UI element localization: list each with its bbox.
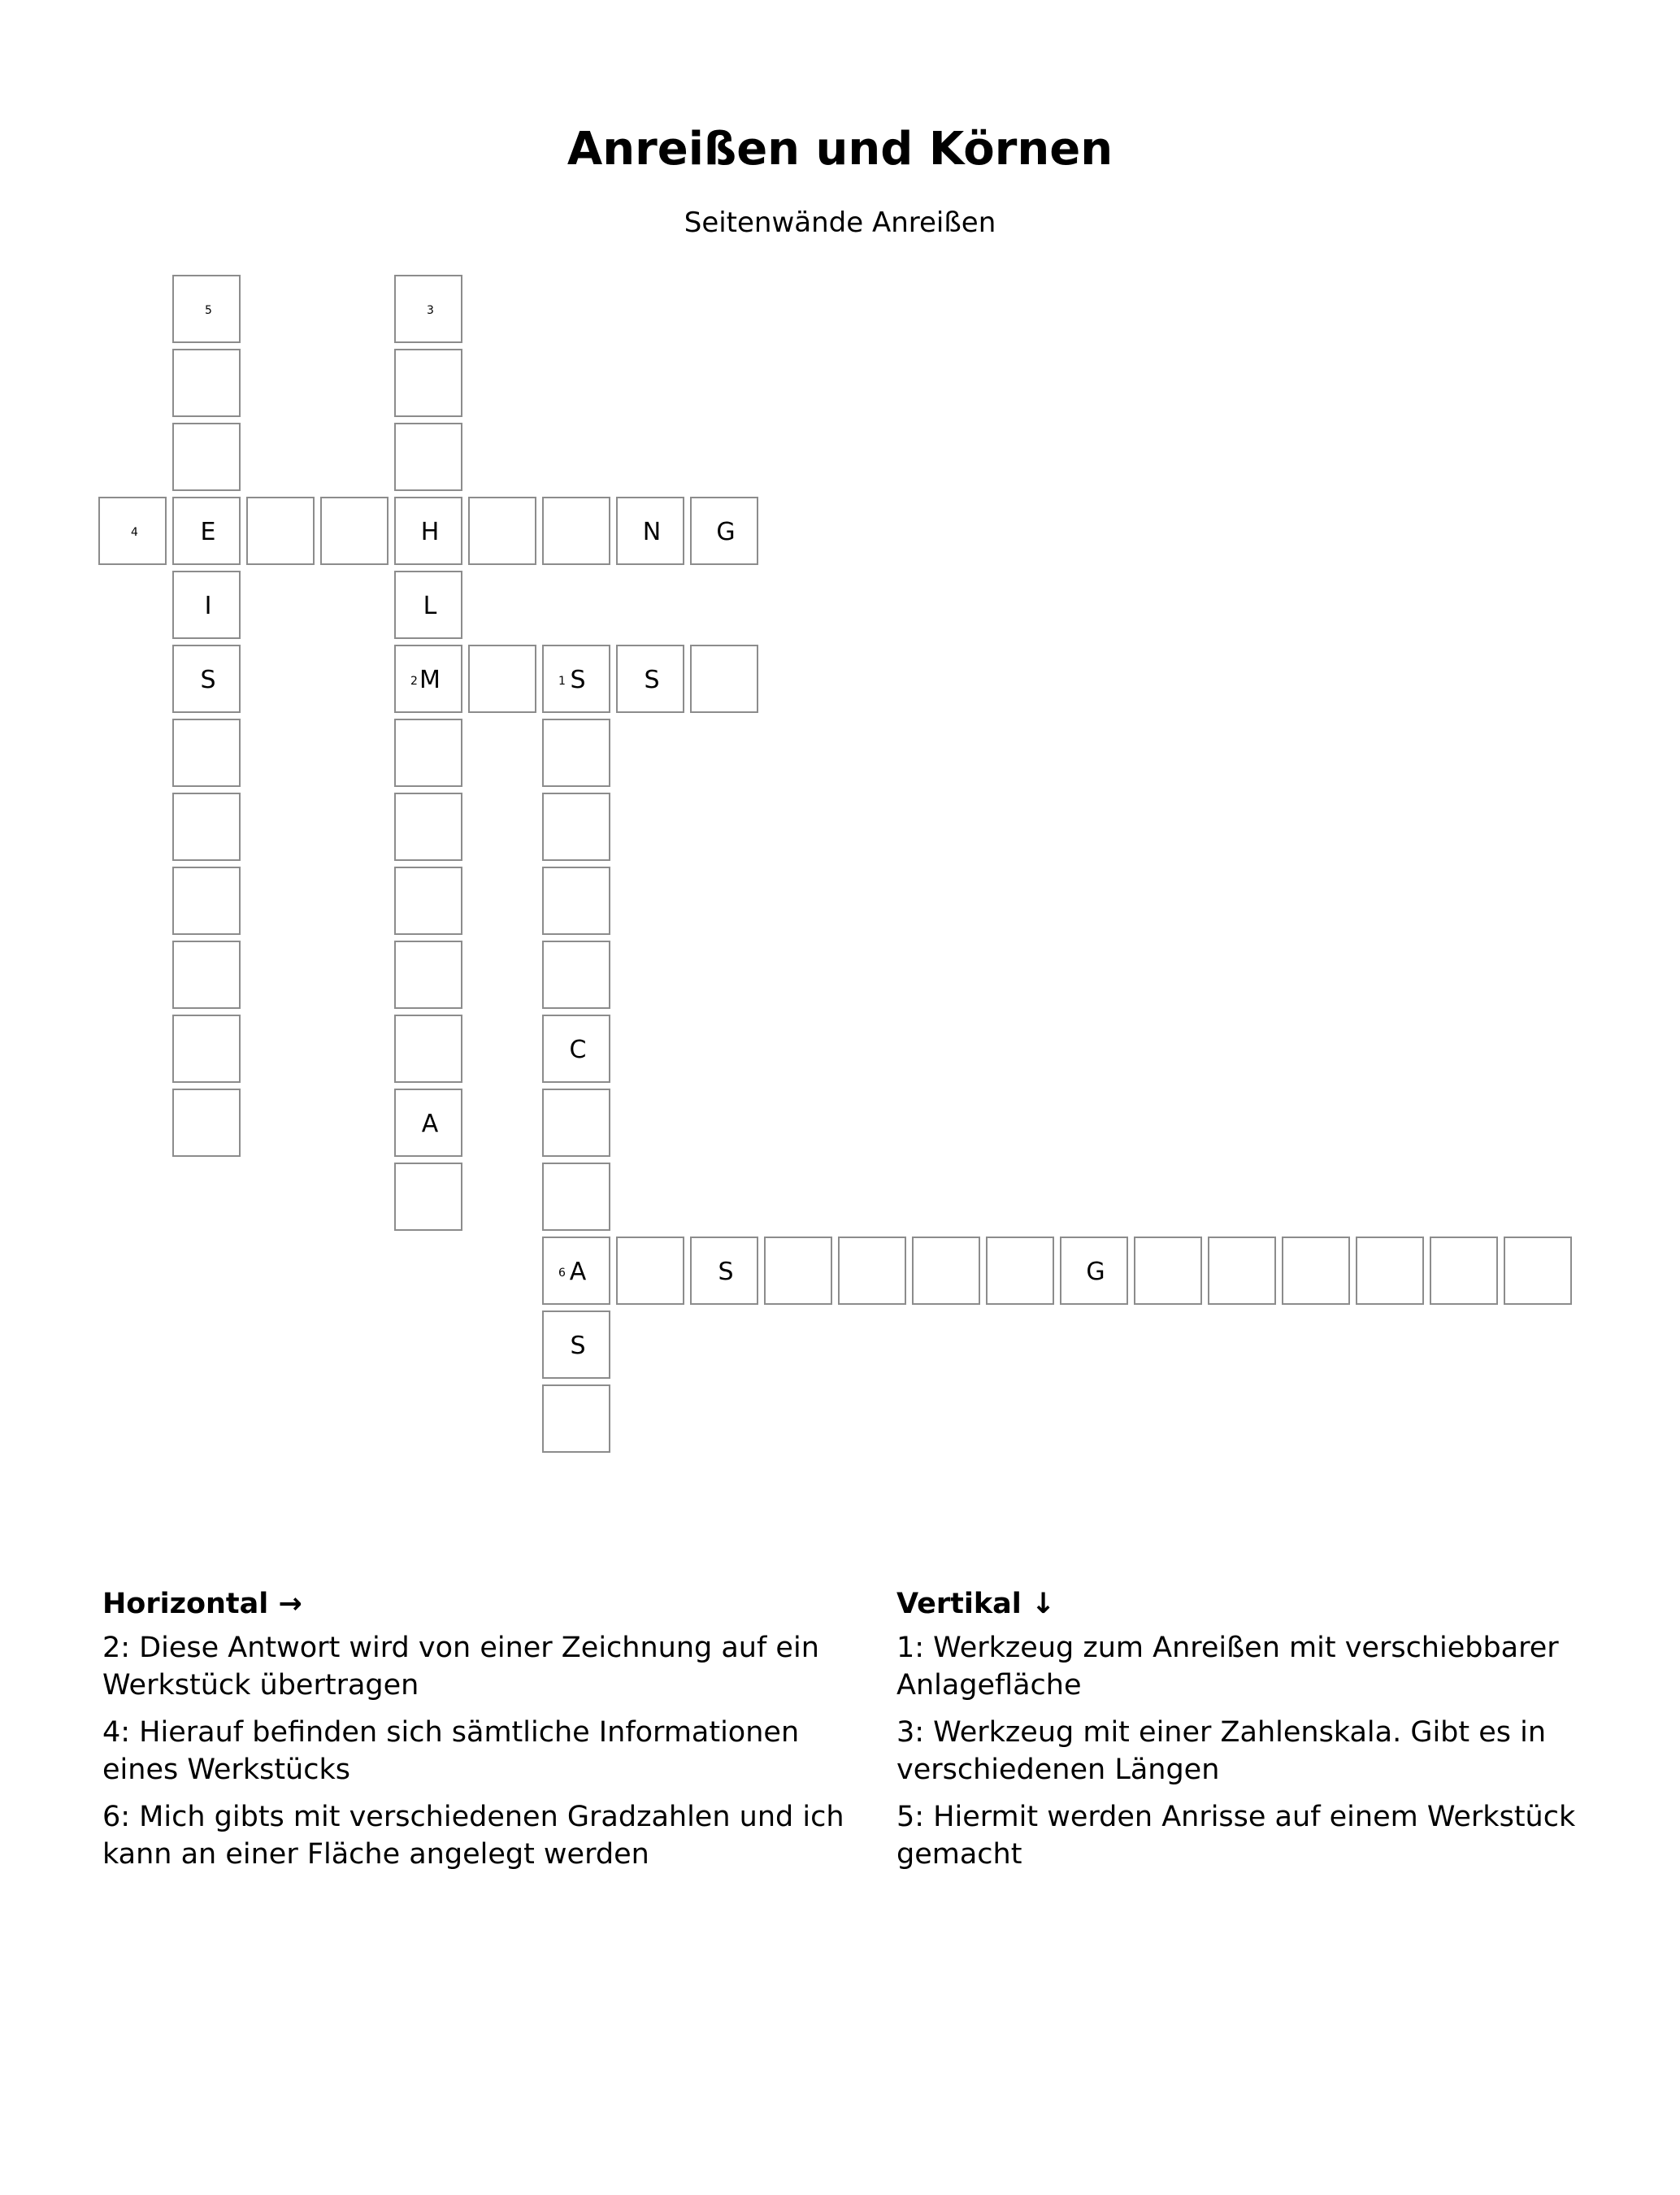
clue-across-2: 2: Diese Antwort wird von einer Zeichnung auf ein Werkstück übertragen	[102, 1632, 819, 1702]
crossword-cell[interactable]	[172, 1089, 241, 1157]
cell-letter: H	[420, 518, 440, 546]
crossword-cell[interactable]	[468, 645, 536, 713]
cell-letter: G	[716, 518, 736, 546]
crossword-cell[interactable]	[1504, 1237, 1572, 1305]
crossword-cell[interactable]	[542, 1015, 610, 1083]
cell-number: 2	[410, 675, 418, 688]
cell-letter: S	[644, 666, 660, 694]
cell-number: 4	[131, 526, 138, 539]
crossword-cell[interactable]	[394, 349, 462, 417]
crossword-cell[interactable]	[394, 645, 462, 713]
crossword-cell[interactable]	[172, 867, 241, 935]
crossword-cell[interactable]	[542, 1089, 610, 1157]
crossword-cell[interactable]	[394, 867, 462, 935]
crossword-cell[interactable]	[986, 1237, 1054, 1305]
crossword-cell[interactable]	[172, 645, 241, 713]
crossword-cell[interactable]	[394, 719, 462, 787]
crossword-cell[interactable]	[394, 793, 462, 861]
cell-number: 3	[427, 304, 434, 317]
crossword-cell[interactable]	[246, 497, 315, 565]
crossword-cell[interactable]	[616, 497, 684, 565]
cell-letter: G	[1086, 1258, 1105, 1286]
cell-letter: S	[570, 666, 586, 694]
crossword-cell[interactable]	[394, 1089, 462, 1157]
page-subtitle: Seitenwände Anreißen	[684, 206, 996, 239]
clues-vertical	[896, 1585, 1677, 1883]
cell-letter: A	[569, 1258, 587, 1286]
crossword-cell[interactable]	[912, 1237, 980, 1305]
clue-down-3: 3: Werkzeug mit einer Zahlenskala. Gibt es in verschiedenen Längen	[896, 1716, 1547, 1786]
crossword-cell[interactable]	[542, 645, 610, 713]
crossword-cell[interactable]	[690, 497, 758, 565]
crossword-cell[interactable]	[616, 1237, 684, 1305]
cell-number: 5	[205, 304, 212, 317]
crossword-cell[interactable]	[542, 1310, 610, 1379]
crossword-cell[interactable]	[394, 497, 462, 565]
cell-number: 6	[558, 1267, 566, 1280]
crossword-cell[interactable]	[542, 867, 610, 935]
clues-horizontal	[102, 1585, 883, 1883]
cell-letter: N	[642, 518, 662, 546]
crossword-cell[interactable]	[1356, 1237, 1424, 1305]
crossword-cell[interactable]	[1060, 1237, 1128, 1305]
cell-letter: S	[570, 1332, 586, 1360]
crossword-cell[interactable]	[394, 1015, 462, 1083]
clue-across-4: 4: Hierauf befinden sich sämtliche Informationen eines Werkstücks	[102, 1716, 800, 1786]
clue-across-6: 6: Mich gibts mit verschiedenen Gradzahlen und ich kann an einer Fläche angelegt werden	[102, 1801, 844, 1871]
crossword-cell[interactable]	[690, 1237, 758, 1305]
crossword-cell[interactable]	[394, 571, 462, 639]
crossword-cell[interactable]	[616, 645, 684, 713]
crossword-cell[interactable]	[1208, 1237, 1276, 1305]
cell-letter: L	[423, 592, 437, 620]
crossword-cell[interactable]	[542, 1237, 610, 1305]
crossword-cell[interactable]	[172, 793, 241, 861]
crossword-cell[interactable]	[172, 497, 241, 565]
crossword-cell[interactable]	[394, 941, 462, 1009]
clue-down-1: 1: Werkzeug zum Anreißen mit verschiebbarer Anlagefläche	[896, 1632, 1559, 1702]
crossword-cell[interactable]	[172, 1015, 241, 1083]
cell-number: 1	[558, 675, 566, 688]
crossword-cell[interactable]	[542, 719, 610, 787]
clue-down-5: 5: Hiermit werden Anrisse auf einem Werkstück gemacht	[896, 1801, 1576, 1871]
page-title: Anreißen und Körnen	[567, 123, 1113, 176]
clues-horizontal-heading: Horizontal →	[102, 1588, 302, 1620]
cell-letter: M	[419, 666, 441, 694]
crossword-cell[interactable]	[1430, 1237, 1498, 1305]
clues-vertical-heading: Vertikal ↓	[896, 1588, 1056, 1620]
crossword-cell[interactable]	[172, 941, 241, 1009]
crossword-cell[interactable]	[542, 793, 610, 861]
crossword-cell[interactable]	[542, 1163, 610, 1231]
crossword-cell[interactable]	[1282, 1237, 1350, 1305]
crossword-cell[interactable]	[542, 941, 610, 1009]
crossword-cell[interactable]	[764, 1237, 832, 1305]
crossword-cell[interactable]	[1134, 1237, 1202, 1305]
crossword-cell[interactable]	[690, 645, 758, 713]
crossword-cell[interactable]	[394, 1163, 462, 1231]
cell-letter: E	[200, 518, 216, 546]
cell-letter: A	[421, 1110, 439, 1138]
crossword-cell[interactable]	[468, 497, 536, 565]
crossword-cell[interactable]	[172, 423, 241, 491]
crossword-cell[interactable]	[172, 349, 241, 417]
crossword-cell[interactable]	[394, 423, 462, 491]
crossword-cell[interactable]	[172, 275, 241, 343]
crossword-cell[interactable]	[542, 1384, 610, 1453]
crossword-cell[interactable]	[98, 497, 167, 565]
cell-letter: S	[718, 1258, 734, 1286]
crossword-cell[interactable]	[838, 1237, 906, 1305]
crossword-cell[interactable]	[172, 719, 241, 787]
crossword-cell[interactable]	[172, 571, 241, 639]
crossword-cell[interactable]	[542, 497, 610, 565]
cell-letter: C	[569, 1036, 587, 1064]
crossword-cell[interactable]	[320, 497, 389, 565]
crossword-cell[interactable]	[394, 275, 462, 343]
cell-letter: S	[200, 666, 216, 694]
cell-letter: I	[204, 592, 212, 620]
